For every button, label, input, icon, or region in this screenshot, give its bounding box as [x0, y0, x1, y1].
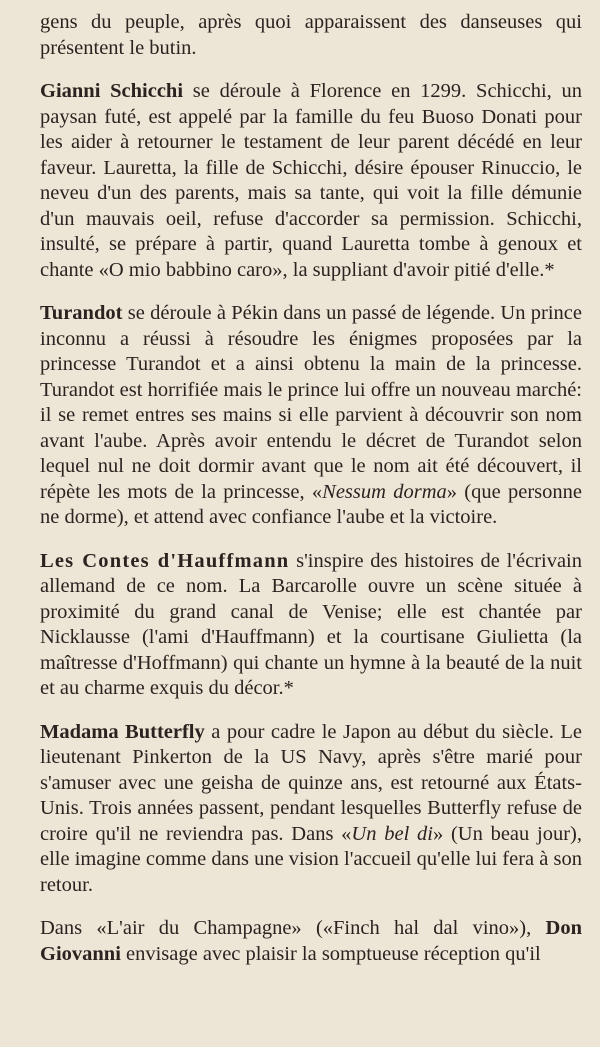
paragraph-text: » (Un beau jour), elle imagine comme dans une vision l'accueil qu'elle lui fera à son retour.: [40, 822, 582, 896]
paragraph-text: s'inspire des histoires de l'écrivain allemand de ce nom. La Barcarolle ouvre un scène située à proximité du grand canal de Venise; elle est chantée par Nicklausse (l'ami d'Hauffmann) et la courtisane Giulietta (la maîtresse d'Hoffmann) qui chante un hymne à la beauté de la nuit et au charme exquis du décor.*: [40, 549, 582, 699]
paragraph-turandot: [40, 301, 582, 531]
opera-title-contes-hauffmann: Les Contes d'Hauffmann: [40, 549, 290, 572]
paragraph-text: envisage avec plaisir la somptueuse réception qu'il: [120, 942, 541, 965]
paragraph-text: se déroule à Florence en 1299. Schicchi, un paysan futé, est appelé par la famille du feu Buoso Donati pour les aider à retourner le testament de leur parent décédé en leur faveur. Lauretta, la fille de Schicchi, désire épouser Rinuccio, le neveu d'un des parents, mais sa tante, qui voit la fille démunie d'un mauvais oeil, refuse d'accorder sa permission. Schicchi, insulté, se prépare à partir, quand Lauretta tombe à genoux et chante «O mio babbino caro», la suppliant d'avoir pitié d'elle.*: [40, 80, 583, 281]
paragraph-text: Dans «L'air du Champagne» («Finch hal dal vino»),: [40, 917, 546, 939]
opera-title-turandot: Turandot: [40, 302, 123, 324]
paragraph-gianni-schicchi: [40, 79, 582, 283]
aria-title-un-bel-di: Un bel di: [351, 822, 433, 845]
paragraph-contes-hauffmann: [40, 549, 582, 702]
paragraph-don-giovanni: [40, 916, 582, 967]
paragraph-text: a pour cadre le Japon au début du siècle. Le lieutenant Pinkerton de la US Navy, après s'être marié pour s'amuser avec une geisha de quinze ans, est retourné aux États-Unis. Trois années passent, pendant lesquelles Butterfly refuse de croire qu'il ne reviendra pas. Dans «: [40, 720, 582, 845]
opera-title-don-giovanni: Don Giovanni: [40, 917, 582, 965]
paragraph-text: gens du peuple, après quoi apparaissent des danseuses qui présentent le butin.: [40, 11, 582, 59]
paragraph-text: se déroule à Pékin dans un passé de légende. Un prince inconnu a réussi à résoudre les énigmes proposées par la princesse Turandot et a ainsi obtenu la main de la princesse. Turandot est horrifiée mais le prince lui offre un nouveau marché: il se remet entres ses mains si elle parvient à découvrir son nom avant l'aube. Après avoir entendu le décret de Turandot selon lequel nul ne doit dormir avant que le nom ait été découvert, il répète les mots de la princesse, «: [40, 302, 582, 503]
paragraph-madama-butterfly: [40, 720, 582, 899]
aria-title-nessum-dorma: Nessum dorma: [322, 480, 447, 503]
opera-title-gianni-schicchi: Gianni Schicchi: [40, 80, 184, 102]
opera-title-madama-butterfly: Madama Butterfly: [40, 720, 205, 743]
paragraph-intro-continuation: [40, 10, 582, 61]
paragraph-text: » (que personne ne dorme), et attend avec confiance l'aube et la victoire.: [40, 480, 582, 528]
